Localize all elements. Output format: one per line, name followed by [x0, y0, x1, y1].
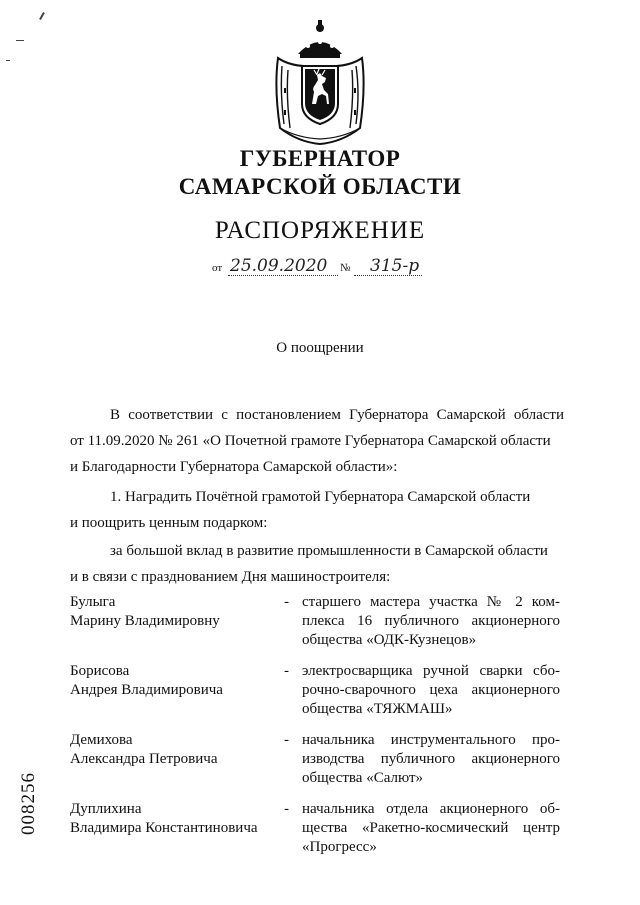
awardee-surname: Дуплихина: [70, 801, 142, 817]
description-line: электросварщика ручной сварки сбо-: [302, 663, 560, 679]
description-line: начальника отдела акционерного об-: [302, 801, 560, 817]
item-1-paragraph: [70, 484, 564, 536]
list-dash: -: [284, 801, 289, 817]
description-line: общества «ОДК-Кузнецов»: [302, 632, 477, 648]
awardee-given-names: Андрея Владимировича: [70, 682, 223, 698]
authority-title-line1: ГУБЕРНАТОР: [239, 146, 401, 171]
side-document-number: 008256: [18, 772, 39, 835]
preamble-line: от 11.09.2020 № 261 «О Почетной грамоте Губернатора Самарской области: [70, 433, 551, 449]
description-line: рочно-сварочного цеха акционерного: [302, 682, 560, 698]
reason-paragraph: [70, 538, 564, 590]
authority-title-line2: САМАРСКОЙ ОБЛАСТИ: [178, 174, 462, 199]
document-date: 25.09.2020: [230, 256, 328, 276]
preamble-line: и Благодарности Губернатора Самарской области»:: [70, 459, 398, 475]
reason-line: за большой вклад в развитие промышленности в Самарской области: [110, 543, 548, 559]
reason-line: и в связи с празднованием Дня машиностроителя:: [70, 569, 391, 585]
awardee-description: [302, 662, 560, 719]
scan-mark: [6, 60, 10, 61]
item-1-line: 1. Наградить Почётной грамотой Губернатора Самарской области: [110, 489, 531, 505]
list-dash: -: [284, 663, 289, 679]
scan-mark: [16, 40, 24, 41]
awardee-description: [302, 731, 560, 788]
awardee-name: [70, 662, 280, 700]
awardee-surname: Булыга: [70, 594, 116, 610]
description-line: общества «Салют»: [302, 770, 424, 786]
description-line: изводства публичного акционерного: [302, 751, 560, 767]
preamble-line: В соответствии с постановлением Губернатора Самарской области: [110, 407, 564, 423]
awardee-name: [70, 593, 280, 631]
awardee-name: [70, 731, 280, 769]
description-line: начальника инструментального про-: [302, 732, 560, 748]
awardee-description: [302, 800, 560, 857]
preamble-paragraph: [70, 402, 564, 480]
list-dash: -: [284, 594, 289, 610]
awardee-surname: Борисова: [70, 663, 130, 679]
description-line: общества «ТЯЖМАШ»: [302, 701, 453, 717]
list-dash: -: [284, 732, 289, 748]
date-from-label: от: [212, 262, 223, 274]
awardee-description: [302, 593, 560, 650]
coat-of-arms-emblem: [268, 18, 372, 150]
item-1-line: и поощрить ценным подарком:: [70, 515, 268, 531]
scan-mark: [39, 12, 45, 20]
description-line: щества «Ракетно-космический центр: [302, 820, 560, 836]
date-number-line: [212, 256, 472, 278]
awardee-given-names: Владимира Константиновича: [70, 820, 258, 836]
document-subject: О поощрении: [276, 340, 364, 356]
document-number: 315-р: [370, 256, 420, 276]
description-line: старшего мастера участка № 2 ком-: [302, 594, 560, 610]
description-line: «Прогресс»: [302, 839, 377, 855]
document-type-title: РАСПОРЯЖЕНИЕ: [214, 217, 426, 244]
description-line: плекса 16 публичного акционерного: [302, 613, 560, 629]
awardee-name: [70, 800, 280, 838]
awardee-surname: Демихова: [70, 732, 133, 748]
number-label: №: [340, 262, 351, 274]
awardee-given-names: Марину Владимировну: [70, 613, 220, 629]
awardee-given-names: Александра Петровича: [70, 751, 218, 767]
